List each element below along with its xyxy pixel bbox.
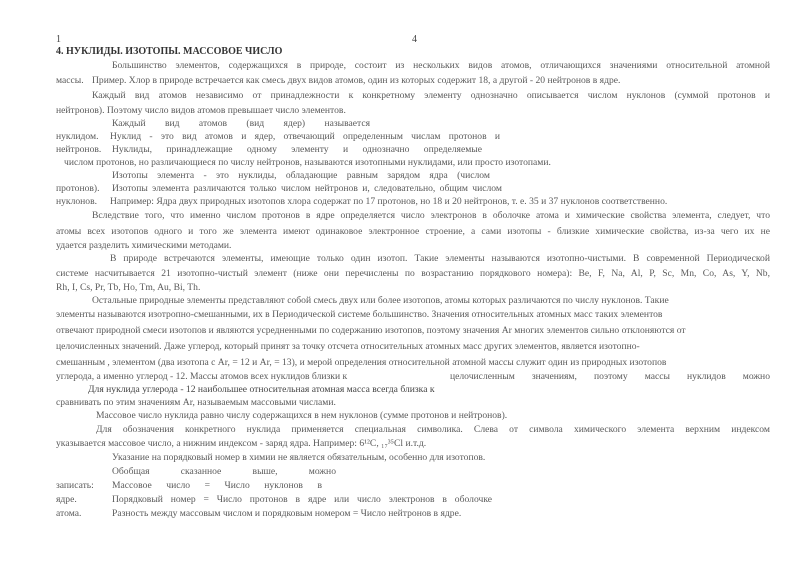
text-line: записать: xyxy=(56,480,94,491)
text-line: сравнивать по этим значениям Ar, называемым массовыми числами. xyxy=(56,397,336,408)
text-line: нейтронов). Поэтому число видов атомов превышает число элементов. xyxy=(56,105,346,116)
text-line: Каждый вид атомов (вид ядер) называется xyxy=(112,118,370,129)
text-line: нейтронов. xyxy=(56,144,102,155)
text-line: элементы называются изотропно-смешанными, их в Периодической системе большинство. Значения относительных атомных масс таких элементов xyxy=(56,309,663,320)
text-line: протонов). xyxy=(56,183,100,194)
text-line: массы. xyxy=(56,75,84,86)
text-line: атомы всех изотопов одного и того же элемента имеют одинаковое электронное строение, а сами изотопы - близкие химические свойства, из-за чего их не xyxy=(56,226,770,237)
text-line: смешанным , элементом (два изотопа с Ar, = 12 и Ar, = 13), и мерой определения относительной атомной массы служит один из природных изотопов xyxy=(56,357,667,368)
text-line: Массовое число = Число нуклонов в xyxy=(112,480,322,491)
text-line: отвечают природной смеси изотопов и являются усредненными по содержанию изотопов, поэтому значения Ar многих элементов сильно отклоняются от xyxy=(56,325,686,336)
text-line: Например: Ядра двух природных изотопов хлора содержат по 17 протонов, но 18 и 20 нейтронов, т. е. 35 и 37 нуклонов соответственно. xyxy=(110,196,668,207)
text-line: Пример. Хлор в природе встречается как смесь двух видов атомов, один из которых содержит 18, а другой - 20 нейтронов в ядре. xyxy=(92,75,621,86)
text-line: Изотопы элемента различаются только числом нейтронов и, следовательно, общим числом xyxy=(112,183,502,194)
text-line: Для нуклида углерода - 12 наибольшее относительная атомная масса всегда близка к xyxy=(88,384,435,395)
text-line: указывается массовое число, а нижним индексом - заряд ядра. Например: 6¹²C, ₁₇³⁵Cl и.т.д. xyxy=(56,438,427,449)
text-line: нуклидом. xyxy=(56,131,99,142)
text-line: целочисленных значений. Даже углерод, который принят за точку отсчета относительных атомных масс других элементов, является изотопно- xyxy=(56,341,640,352)
text-line: Обобщая сказанное выше, можно xyxy=(112,466,336,477)
text-line: системе насчитывается 21 изотопно-чистый элемент (ниже они перечислены по возрастанию порядкового номера): Be, F, Na, Al, P, Sc, Mn, Co, As, Y, Nb, xyxy=(56,268,770,279)
page-number-left: 1 xyxy=(56,34,61,45)
text-line: ядре. xyxy=(56,494,77,505)
text-line: Вследствие того, что именно числом протонов в ядре определяется число электронов в оболочке атома и химические свойства элемента, следует, что xyxy=(92,210,770,221)
text-line: целочисленным значениям, поэтому массы нуклидов можно xyxy=(450,371,770,382)
text-line: Порядковый номер = Число протонов в ядре или число электронов в оболочке xyxy=(112,494,492,505)
page-number-right: 4 xyxy=(412,34,417,45)
text-line: числом протонов, но различающиеся по числу нейтронов, называются изотопными нуклидами, или просто изотопами. xyxy=(64,157,551,168)
text-line: нуклонов. xyxy=(56,196,98,207)
text-line: Разность между массовым числом и порядковым номером = Число нейтронов в ядре. xyxy=(112,508,462,519)
text-line: Каждый вид атомов независимо от принадлежности к конкретному элементу однозначно описывается числом нуклонов (суммой протонов и xyxy=(92,90,770,101)
text-line: Rh, I, Cs, Pr, Tb, Ho, Tm, Au, Bi, Th. xyxy=(56,282,201,293)
section-title: 4. НУКЛИДЫ. ИЗОТОПЫ. МАССОВОЕ ЧИСЛО xyxy=(56,46,283,57)
text-line: В природе встречаются элементы, имеющие только один изотоп. Такие элементы называются изотопно-чистыми. В современной Периодической xyxy=(110,253,770,264)
text-line: Остальные природные элементы представляют собой смесь двух или более изотопов, атомы которых различаются по числу нуклонов. Такие xyxy=(92,295,669,306)
text-line: Нуклид - это вид атомов и ядер, отвечающий определенным числам протонов и xyxy=(110,131,500,142)
text-line: удается разделить химическими методами. xyxy=(56,240,232,251)
text-line: Указание на порядковый номер в химии не является обязательным, особенно для изотопов. xyxy=(112,452,486,463)
text-line: углерода, а именно углерод - 12. Массы атомов всех нуклидов близки к xyxy=(56,371,348,382)
text-line: Изотопы элемента - это нуклиды, обладающие равным зарядом ядра (числом xyxy=(112,170,490,181)
text-line: Для обозначения конкретного нуклида применяется специальная символика. Слева от символа химического элемента верхним индексом xyxy=(96,424,770,435)
text-line: Нуклиды, принадлежащие одному элементу и однозначно определяемые xyxy=(112,144,482,155)
text-line: Большинство элементов, содержащихся в природе, состоит из нескольких видов атомов, отличающихся значениями относительной атомной xyxy=(112,60,770,71)
text-line: атома. xyxy=(56,508,82,519)
text-line: Массовое число нуклида равно числу содержащихся в нем нуклонов (сумме протонов и нейтронов). xyxy=(96,410,508,421)
